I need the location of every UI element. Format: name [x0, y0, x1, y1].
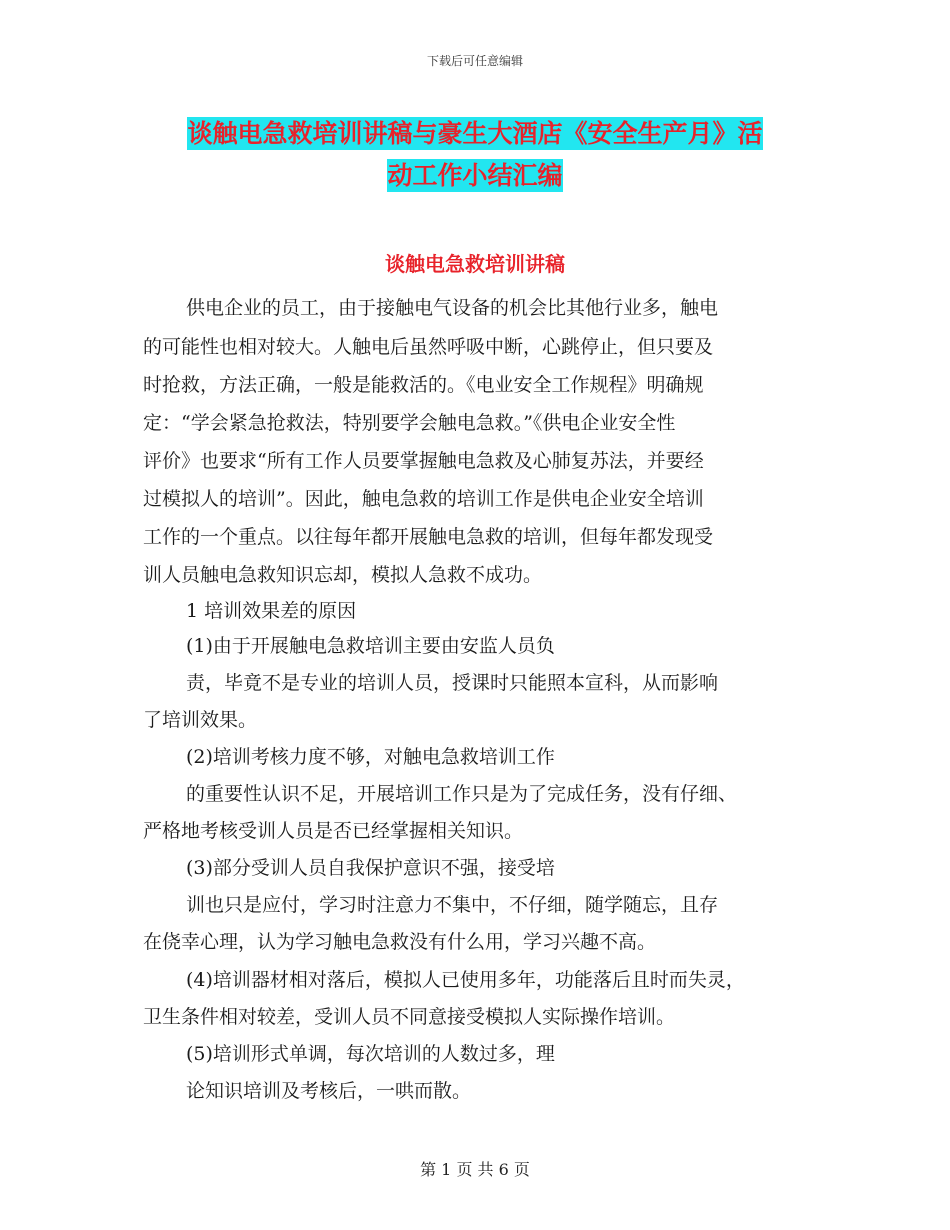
body-line: (2)培训考核力度不够，对触电急救培训工作: [186, 746, 555, 768]
body-line: 在侥幸心理，认为学习触电急救没有什么用，学习兴趣不高。: [143, 931, 657, 953]
body-line: (3)部分受训人员自我保护意识不强，接受培: [186, 857, 555, 879]
body-line: 过模拟人的培训”。因此，触电急救的培训工作是供电企业安全培训: [143, 488, 704, 510]
body-line: 严格地考核受训人员是否已经掌握相关知识。: [143, 820, 524, 842]
page-number-footer: 第 1 页 共 6 页: [420, 1160, 530, 1179]
body-line: (4)培训器材相对落后，模拟人已使用多年，功能落后且时而失灵，: [186, 969, 745, 991]
body-line: 卫生条件相对较差，受训人员不同意接受模拟人实际操作培训。: [143, 1006, 676, 1028]
document-title-line-2: [0, 156, 950, 192]
body-line: 时抢救，方法正确，一般是能救活的。《电业安全工作规程》明确规: [143, 374, 704, 396]
document-title-line-1: [0, 114, 950, 150]
body-line: 责，毕竟不是专业的培训人员，授课时只能照本宣科，从而影响: [186, 672, 719, 694]
body-line: 的可能性也相对较大。人触电后虽然呼吸中断，心跳停止，但只要及: [143, 336, 714, 358]
body-line: 评价》也要求“所有工作人员要掌握触电急救及心肺复苏法，并要经: [143, 450, 704, 472]
body-line: 定：“学会紧急抢救法，特别要学会触电急救。”《供电企业安全性: [143, 412, 676, 434]
body-line: (1)由于开展触电急救培训主要由安监人员负: [186, 635, 555, 657]
body-line: (5)培训形式单调，每次培训的人数过多，理: [186, 1043, 555, 1065]
body-line: 了培训效果。: [143, 709, 258, 731]
body-line: 的重要性认识不足，开展培训工作只是为了完成任务，没有仔细、: [186, 783, 738, 805]
body-line: 训人员触电急救知识忘却，模拟人急救不成功。: [143, 564, 543, 586]
body-line: 训也只是应付，学习时注意力不集中，不仔细，随学随忘，且存: [186, 894, 719, 916]
body-line: 论知识培训及考核后，一哄而散。: [186, 1080, 472, 1102]
body-line: 1 培训效果差的原因: [186, 600, 357, 622]
section-title: 谈触电急救培训讲稿: [385, 252, 565, 276]
title-highlight-2: 动工作小结汇编: [387, 161, 563, 190]
body-line: 工作的一个重点。以往每年都开展触电急救的培训，但每年都发现受: [143, 526, 714, 548]
page-header-note: 下载后可任意编辑: [426, 54, 523, 68]
body-line: 供电企业的员工，由于接触电气设备的机会比其他行业多，触电: [186, 297, 719, 319]
title-highlight-1: 谈触电急救培训讲稿与豪生大酒店《安全生产月》活: [187, 119, 763, 148]
